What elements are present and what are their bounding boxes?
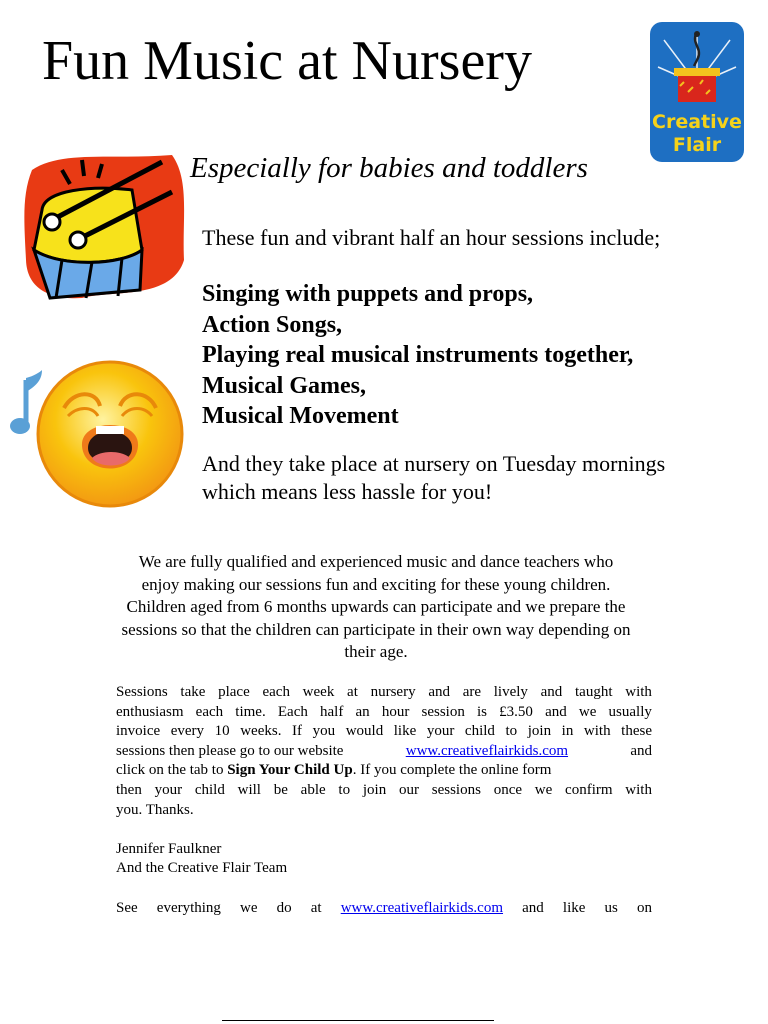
activities-list (202, 279, 633, 432)
signature-team (116, 859, 652, 879)
sign-up-tab-name: Sign Your Child Up (227, 762, 353, 779)
about-line: sessions so that the children can participate in their own way depending on (121, 619, 631, 639)
details-word: would (345, 723, 384, 740)
details-text-part: . If you complete the online form (352, 762, 552, 779)
session-time-line: And they take place at nursery on Tuesday mornings (202, 451, 666, 476)
details-word: we (534, 781, 553, 798)
singing-face-clipart (34, 358, 186, 510)
signature-team-text: And the Creative Flair Team (116, 860, 288, 877)
details-word: confirm (565, 781, 613, 798)
session-time-line: which means less hassle for you! (202, 479, 493, 504)
details-word: and (545, 703, 567, 720)
details-word: invoice (116, 723, 161, 740)
details-word: enthusiasm (116, 703, 184, 720)
details-word: and (428, 684, 450, 700)
see-word: like (562, 899, 586, 916)
logo-word-1: Creative (652, 111, 742, 133)
details-word: take (180, 684, 206, 700)
see-everything-line (116, 899, 652, 919)
details-word: nursery (370, 684, 416, 700)
details-word: usually (608, 703, 652, 720)
details-word: Each (277, 703, 308, 720)
see-word: us (604, 899, 618, 916)
details-word: once (493, 781, 523, 798)
singing-face-icon (34, 358, 186, 510)
details-word: weeks. (240, 723, 282, 740)
details-word: session (421, 703, 465, 720)
activity-item: Musical Games, (202, 372, 366, 399)
details-text (116, 781, 652, 801)
details-text: sessions then please go to our website (116, 742, 344, 759)
details-word: to (338, 781, 351, 798)
details-text: you. Thanks. (116, 801, 194, 818)
details-word: be (273, 781, 288, 798)
details-word: with (583, 723, 611, 740)
details-word: every (170, 723, 205, 740)
website-link-2[interactable]: www.creativeflairkids.com (340, 899, 504, 916)
details-word: we (578, 703, 597, 720)
details-word: hour (381, 703, 410, 720)
drum-icon (22, 150, 188, 302)
creative-flair-logo (650, 22, 744, 162)
details-line (116, 801, 652, 821)
details-word: join (362, 781, 387, 798)
details-line (116, 742, 652, 762)
details-word: will (237, 781, 261, 798)
details-word: child (194, 781, 225, 798)
details-word: like (393, 723, 417, 740)
footer-rule (222, 1020, 494, 1021)
details-word: time. (235, 703, 266, 720)
details-word: these (621, 723, 652, 740)
details-text-part: click on the tab to (116, 762, 224, 779)
details-word: lively (493, 684, 528, 700)
details-text (116, 703, 652, 723)
details-word: sessions (431, 781, 481, 798)
page-title: Fun Music at Nursery (42, 30, 532, 92)
activity-item: Action Songs, (202, 311, 343, 338)
details-word: If (292, 723, 303, 740)
details-word: your (154, 781, 183, 798)
details-word: taught (575, 684, 613, 700)
activity-item: Playing real musical instruments together, (202, 342, 634, 368)
details-word: our (398, 781, 419, 798)
details-text (116, 761, 551, 781)
details-word: join (527, 723, 552, 740)
details-line (116, 781, 652, 801)
details-word: are (462, 684, 482, 700)
details-paragraph (116, 683, 652, 918)
about-paragraph (60, 551, 692, 664)
signature-name (116, 840, 652, 860)
details-text (116, 722, 652, 742)
details-word: Sessions (116, 684, 168, 700)
intro-text: These fun and vibrant half an hour sessions include; (202, 225, 661, 250)
website-link[interactable]: www.creativeflairkids.com (405, 742, 569, 759)
see-word: do (276, 899, 292, 916)
about-line: We are fully qualified and experienced music and dance teachers who (138, 552, 614, 571)
details-word: an (355, 703, 370, 720)
about-line: enjoy making our sessions fun and exciting for these young children. (141, 574, 611, 594)
details-word: week (302, 684, 335, 700)
details-word: place (218, 684, 250, 700)
details-word: £3.50 (499, 703, 533, 720)
see-word: we (240, 899, 258, 916)
logo-graphic (650, 22, 744, 162)
details-line (116, 683, 652, 703)
details-word: half (320, 703, 344, 720)
drum-clipart (22, 150, 188, 302)
details-line (116, 722, 652, 742)
see-word: on (636, 899, 652, 916)
see-word: and (522, 899, 544, 916)
details-word: child (464, 723, 495, 740)
details-word: each (262, 684, 290, 700)
about-line: Children aged from 6 months upwards can participate and we prepare the (126, 597, 626, 617)
details-text: and (630, 742, 652, 759)
details-word: and (540, 684, 563, 700)
details-word: each (195, 703, 224, 720)
details-word: with (625, 684, 652, 700)
activity-item: Singing with puppets and props, (202, 281, 534, 307)
activity-item: Musical Movement (202, 403, 399, 429)
see-word: at (310, 899, 322, 916)
signature-name-text: Jennifer Faulkner (116, 840, 222, 857)
details-word: with (625, 781, 652, 798)
see-word: everything (156, 899, 221, 916)
subtitle: Especially for babies and toddlers (190, 152, 588, 184)
details-word: is (476, 703, 487, 720)
details-text (116, 683, 652, 703)
see-word: See (116, 899, 138, 916)
details-word: at (347, 684, 358, 700)
details-word: then (116, 781, 142, 798)
details-word: your (426, 723, 455, 740)
session-time-text (202, 450, 665, 506)
details-word: 10 (214, 723, 230, 740)
details-word: able (300, 781, 326, 798)
details-line (116, 761, 652, 781)
details-word: to (505, 723, 518, 740)
details-word: you (312, 723, 336, 740)
details-word: in (561, 723, 574, 740)
about-line: their age. (344, 642, 408, 662)
logo-word-2: Flair (672, 134, 722, 156)
details-line (116, 703, 652, 723)
